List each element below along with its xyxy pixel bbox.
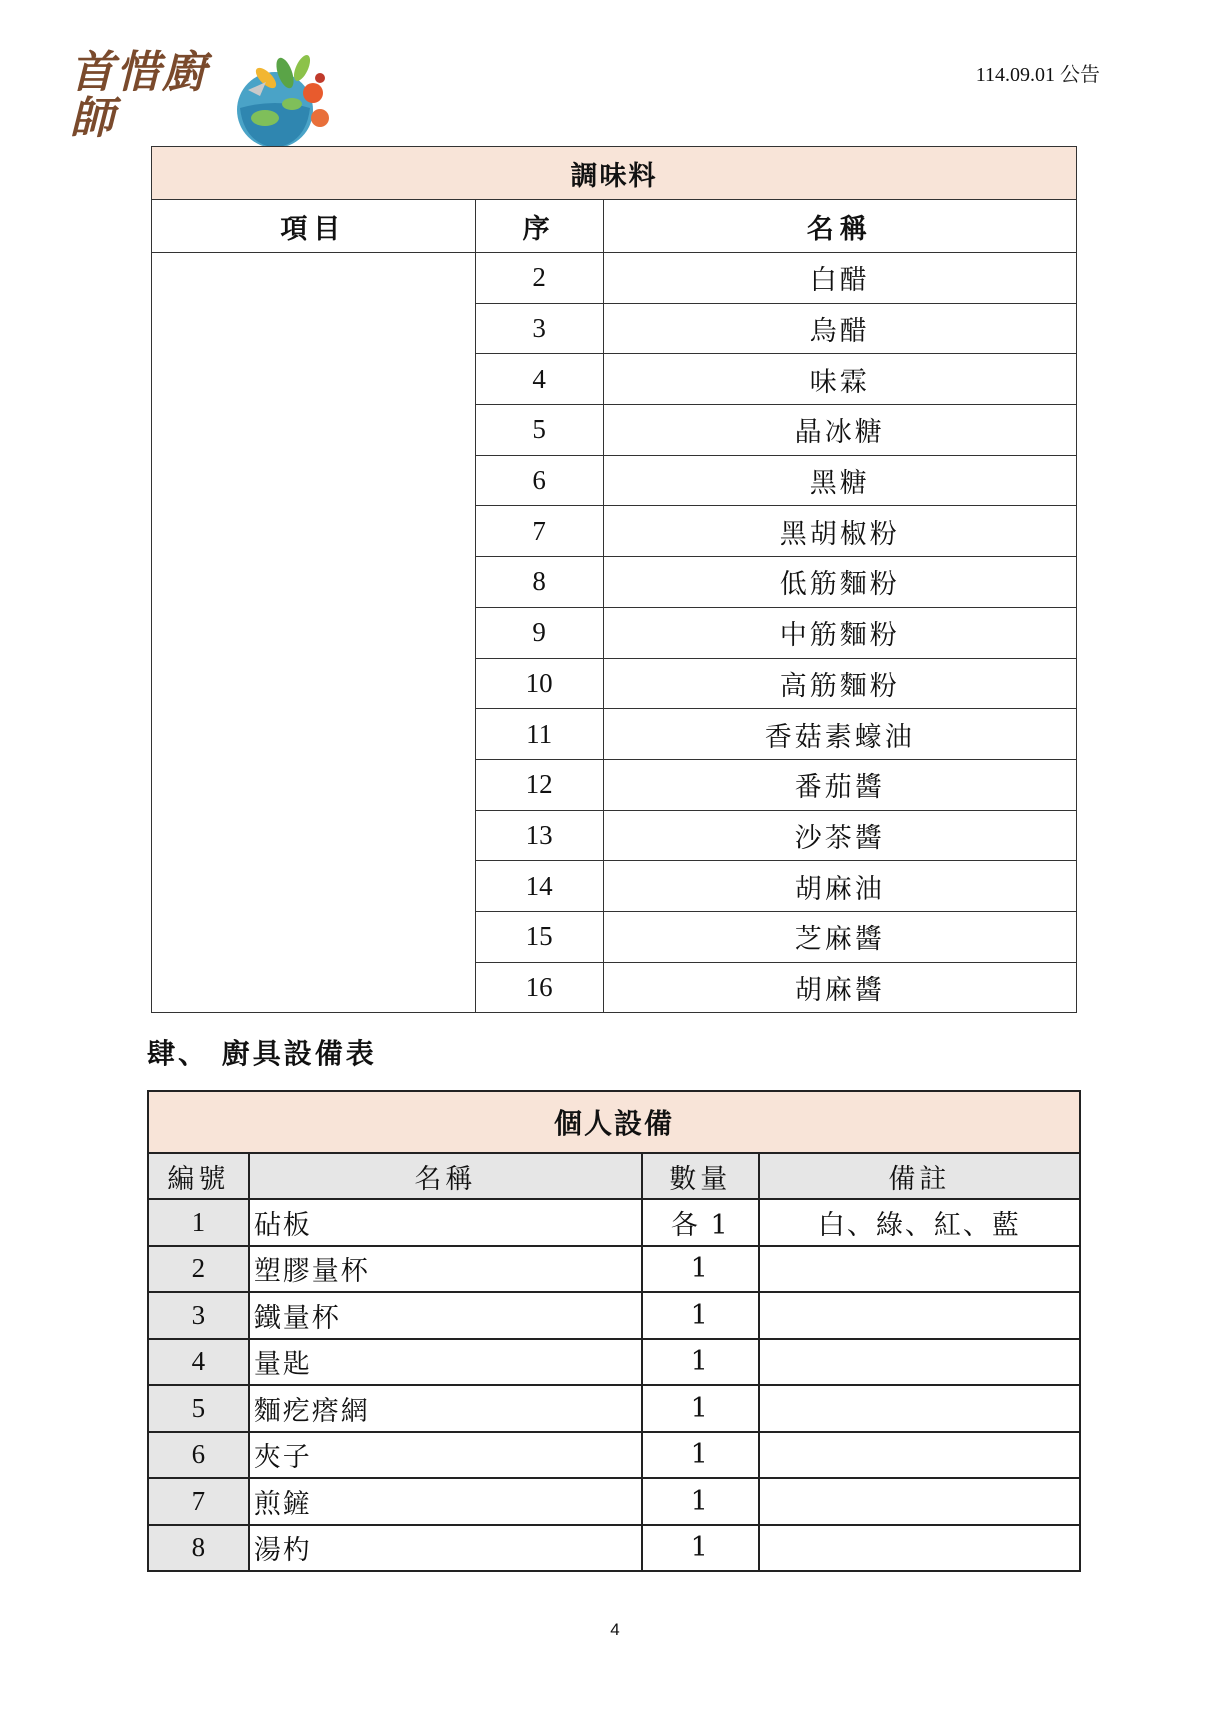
quantity-cell: 1: [642, 1525, 759, 1572]
equipment-table-title: 個人設備: [148, 1091, 1080, 1153]
quantity-cell: 1: [642, 1246, 759, 1293]
section-heading: 肆、 廚具設備表: [147, 1037, 377, 1070]
note-cell: [759, 1292, 1080, 1339]
logo-text: 首惜廚師: [70, 47, 208, 144]
number-cell: 8: [148, 1525, 249, 1572]
column-header-name: 名稱: [249, 1153, 642, 1199]
name-cell: 味霖: [603, 354, 1076, 405]
quantity-cell: 1: [642, 1432, 759, 1479]
name-cell: 白醋: [603, 253, 1076, 304]
table-row: [148, 1246, 1080, 1293]
seq-cell: 6: [475, 455, 603, 506]
seq-cell: 12: [475, 759, 603, 810]
name-cell: 低筋麵粉: [603, 557, 1076, 608]
table-row: [152, 253, 1077, 304]
item-cell-blank: [152, 253, 476, 1013]
name-cell: 沙茶醬: [603, 810, 1076, 861]
seq-cell: 3: [475, 303, 603, 354]
seq-cell: 16: [475, 962, 603, 1013]
seq-cell: 4: [475, 354, 603, 405]
name-cell: 砧板: [249, 1199, 642, 1246]
note-cell: [759, 1339, 1080, 1386]
name-cell: 煎鏟: [249, 1478, 642, 1525]
note-cell: [759, 1246, 1080, 1293]
name-cell: 香菇素蠔油: [603, 709, 1076, 760]
page-number: 4: [610, 1620, 620, 1639]
seq-cell: 2: [475, 253, 603, 304]
quantity-cell: 1: [642, 1339, 759, 1386]
number-cell: 5: [148, 1385, 249, 1432]
seq-cell: 8: [475, 557, 603, 608]
name-cell: 芝麻醬: [603, 911, 1076, 962]
name-cell: 高筋麵粉: [603, 658, 1076, 709]
number-cell: 6: [148, 1432, 249, 1479]
seasoning-table-title: 調味料: [152, 147, 1077, 200]
table-row: [148, 1339, 1080, 1386]
name-cell: 胡麻醬: [603, 962, 1076, 1013]
name-cell: 量匙: [249, 1339, 642, 1386]
note-cell: 白、綠、紅、藍: [759, 1199, 1080, 1246]
column-header-number: 編號: [148, 1153, 249, 1199]
note-cell: [759, 1525, 1080, 1572]
note-cell: [759, 1385, 1080, 1432]
column-header-name: 名稱: [603, 200, 1076, 253]
seq-cell: 9: [475, 607, 603, 658]
seq-cell: 7: [475, 506, 603, 557]
table-row: [148, 1432, 1080, 1479]
table-row: [148, 1525, 1080, 1572]
name-cell: 鐵量杯: [249, 1292, 642, 1339]
name-cell: 番茄醬: [603, 759, 1076, 810]
name-cell: 麵疙瘩網: [249, 1385, 642, 1432]
table-row: [148, 1199, 1080, 1246]
logo: [70, 38, 340, 148]
seq-cell: 14: [475, 861, 603, 912]
table-row: [148, 1478, 1080, 1525]
note-cell: [759, 1478, 1080, 1525]
name-cell: 黑胡椒粉: [603, 506, 1076, 557]
table-row: [148, 1292, 1080, 1339]
seq-cell: 11: [475, 709, 603, 760]
number-cell: 7: [148, 1478, 249, 1525]
column-header-note: 備註: [759, 1153, 1080, 1199]
number-cell: 3: [148, 1292, 249, 1339]
seasoning-table: [151, 146, 1077, 1013]
table-row: [148, 1385, 1080, 1432]
column-header-quantity: 數量: [642, 1153, 759, 1199]
seq-cell: 5: [475, 405, 603, 456]
quantity-cell: 1: [642, 1478, 759, 1525]
name-cell: 夾子: [249, 1432, 642, 1479]
number-cell: 4: [148, 1339, 249, 1386]
seq-cell: 10: [475, 658, 603, 709]
announcement-date: 114.09.01 公告: [975, 64, 1100, 86]
quantity-cell: 1: [642, 1385, 759, 1432]
name-cell: 烏醋: [603, 303, 1076, 354]
number-cell: 2: [148, 1246, 249, 1293]
column-header-seq: 序: [475, 200, 603, 253]
number-cell: 1: [148, 1199, 249, 1246]
name-cell: 晶冰糖: [603, 405, 1076, 456]
column-header-item: 項目: [152, 200, 476, 253]
seq-cell: 15: [475, 911, 603, 962]
name-cell: 湯杓: [249, 1525, 642, 1572]
name-cell: 塑膠量杯: [249, 1246, 642, 1293]
name-cell: 中筋麵粉: [603, 607, 1076, 658]
name-cell: 胡麻油: [603, 861, 1076, 912]
name-cell: 黑糖: [603, 455, 1076, 506]
equipment-table: [147, 1090, 1081, 1572]
quantity-cell: 各 1: [642, 1199, 759, 1246]
quantity-cell: 1: [642, 1292, 759, 1339]
seq-cell: 13: [475, 810, 603, 861]
note-cell: [759, 1432, 1080, 1479]
